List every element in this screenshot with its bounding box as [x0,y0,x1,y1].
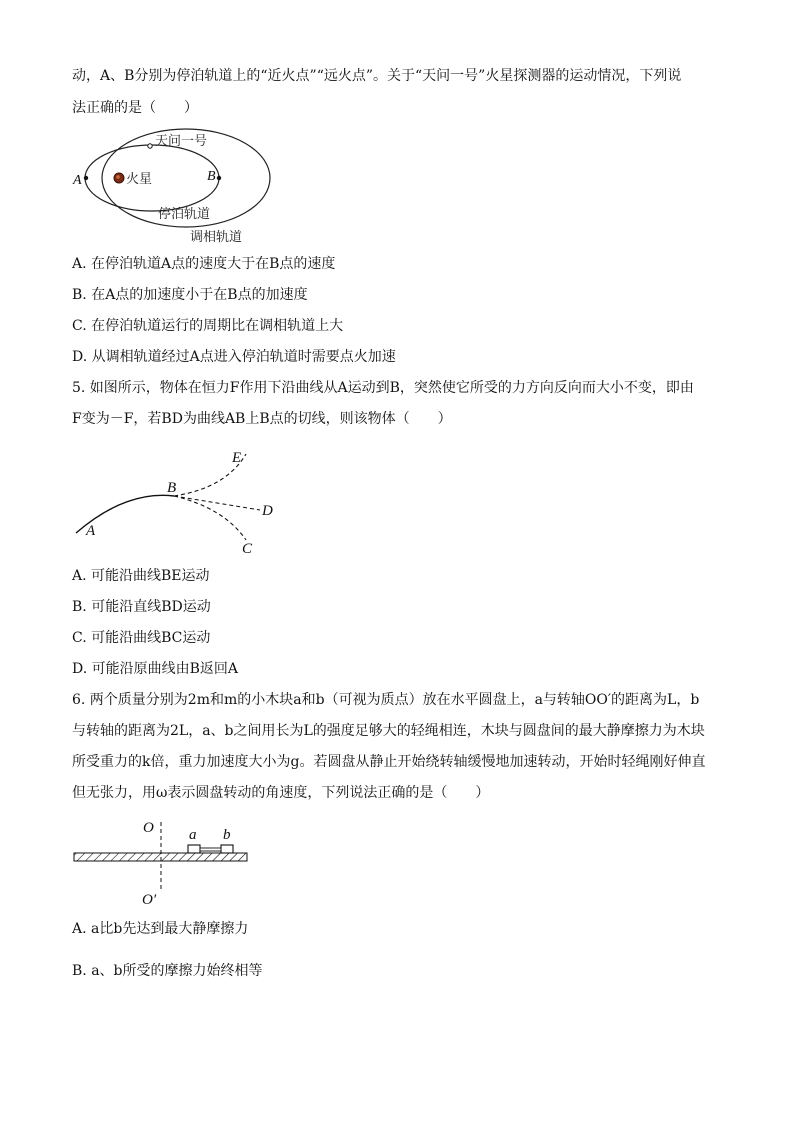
q4-stem-line2: 法正确的是（ ） [72,100,198,116]
planet-label: 火星 [126,171,153,186]
q4-stem-line1: 动，A、B分别为停泊轨道上的“近火点”“远火点”。关于“天问一号”火星探测器的运动情况，下列说 [72,68,682,84]
q5-option-a: A. 可能沿曲线BE运动 [72,568,210,584]
label-c: C [242,541,253,557]
q6-stem-line4: 但无张力，用ω表示圆盘转动的角速度，下列说法正确的是（ ） [72,785,490,801]
q5-option-b: B. 可能沿直线BD运动 [72,599,211,615]
probe-label: 天问一号 [155,133,208,148]
parking-orbit-label: 停泊轨道 [158,206,211,221]
point-b-label: B [207,169,216,184]
curve-figure [66,440,296,560]
q4-option-b: B. 在A点的加速度小于在B点的加速度 [72,287,308,303]
block-a [188,845,200,853]
q4-option-c: C. 在停泊轨道运行的周期比在调相轨道上大 [72,318,344,334]
label-b-block: b [223,827,231,843]
orbit-figure [66,124,286,248]
label-a-block: a [189,827,197,843]
disk-figure [66,812,256,908]
q5-option-d: D. 可能沿原曲线由B返回A [72,661,239,677]
label-o: O [143,820,154,836]
q6-option-a: A. a比b先达到最大静摩擦力 [72,921,249,937]
q5-option-c: C. 可能沿曲线BC运动 [72,630,211,646]
q6-stem-line2: 与转轴的距离为2L，a、b之间用长为L的强度足够大的轻绳相连，木块与圆盘间的最大静摩擦力为木块 [72,723,705,739]
q5-stem-line2: F变为－F，若BD为曲线AB上B点的切线，则该物体（ ） [72,411,452,427]
label-o-prime: O′ [142,892,157,908]
q4-option-a: A. 在停泊轨道A点的速度大于在B点的速度 [72,256,336,272]
line-bd [174,496,260,510]
q6-stem-line1: 6. 两个质量分别为2m和m的小木块a和b（可视为质点）放在水平圆盘上，a与转轴OO′的距离为L，b [72,692,700,708]
label-e: E [232,450,242,466]
light-rope [200,848,221,851]
point-b-dot [217,176,221,180]
curve-bc [174,496,246,540]
point-a-dot [84,176,88,180]
q6-option-b: B. a、b所受的摩擦力始终相等 [72,963,263,979]
block-b [221,845,233,853]
label-d: D [262,503,273,519]
phasing-orbit-label: 调相轨道 [190,229,243,244]
label-b: B [167,480,177,496]
q5-stem-line1: 5. 如图所示，物体在恒力F作用下沿曲线从A运动到B，突然使它所受的力方向反向而大小不变，即由 [72,380,694,396]
q6-stem-line3: 所受重力的k倍，重力加速度大小为g。若圆盘从静止开始绕转轴缓慢地加速转动，开始时轻绳刚好伸直 [72,754,706,770]
label-a: A [86,523,96,539]
q4-option-d: D. 从调相轨道经过A点进入停泊轨道时需要点火加速 [72,349,396,365]
probe-dot [148,144,152,148]
point-a-label: A [73,173,82,188]
